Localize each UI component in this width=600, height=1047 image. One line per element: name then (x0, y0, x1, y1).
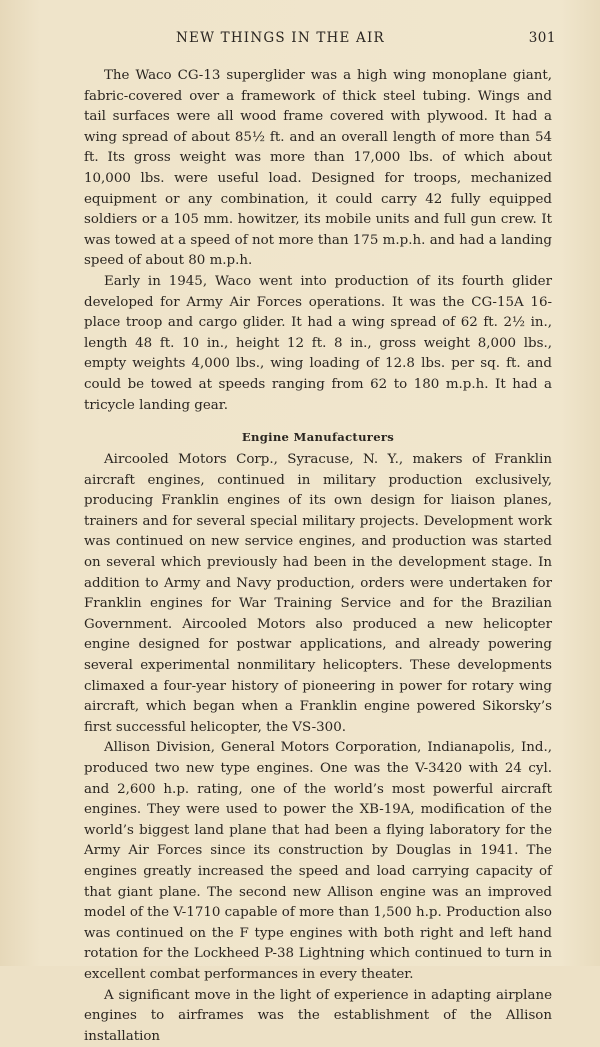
paragraph-waco-cg13: The Waco CG-13 superglider was a high wing monoplane giant, fabric-covered over a framework of thick steel tubing. Wings and tail surfaces were all wood frame covered with plywood. It had a wing spread of about 85½ ft. and an overall length of more than 54 ft. Its gross weight was more than 17,000 lbs. of which about 10,000 lbs. were useful load. Designed for troops, mechanized equipment or any combination, it could carry 42 fully equipped soldiers or a 105 mm. howitzer, its mobile units and full gun crew. It was towed at a speed of not more than 175 m.p.h. and had a landing speed of about 80 m.p.h. (84, 68, 552, 269)
paragraph-waco-cg15a: Early in 1945, Waco went into production of its fourth glider developed for Army Air Forces operations. It was the CG-15A 16-place troop and cargo glider. It had a wing spread of 62 ft. 2½ in., length 48 ft. 10 in., height 12 ft. 8 in., gross weight 8,000 lbs., empty weights 4,000 lbs., wing loading of 12.8 lbs. per sq. ft. and could be towed at speeds ranging from 62 to 180 m.p.h. It had a tricycle landing gear. (84, 273, 552, 413)
page-body (84, 66, 552, 1047)
paragraph-aircooled-motors: Aircooled Motors Corp., Syracuse, N. Y., makers of Franklin aircraft engines, continued in military production exclusively, producing Franklin engines of its own design for liaison planes, trainers and for several special military projects. Development work was continued on new service engines, and production was started on several which previously had been in the development stage. In addition to Army and Navy production, orders were undertaken for Franklin engines for War Training Service and for the Brazilian Government. Aircooled Motors also produced a new helicopter engine designed for postwar applications, and already powering several experimental nonmilitary helicopters. These developments climaxed a four-year history of pioneering in power for rotary wing aircraft, which began when a Franklin engine powered Sikorsky’s first successful helicopter, the VS-300. (84, 452, 552, 735)
page-number: 301 (528, 30, 556, 46)
running-head (84, 30, 556, 52)
paragraph-allison-division: Allison Division, General Motors Corporation, Indianapolis, Ind., produced two new type engines. One was the V-3420 with 24 cyl. and 2,600 h.p. rating, one of the world’s most powerful aircraft engines. They were used to power the XB-19A, modification of the world’s biggest land plane that had been a flying laboratory for the Army Air Forces since its construction by Douglas in 1941. The engines greatly increased the speed and load carrying capacity of that giant plane. The second new Allison engine was an improved model of the V-1710 capable of more than 1,500 h.p. Production also was continued on the F type engines with both right and left hand rotation for the Lockheed P-38 Lightning which continued to turn in excellent combat performances in every theater. (84, 740, 552, 982)
running-title: NEW THINGS IN THE AIR (176, 30, 385, 46)
section-heading: Engine Manufacturers (241, 430, 395, 445)
paragraph-allison-installation: A significant move in the light of experience in adapting airplane engines to airframes was the establishment of the Allison installation (84, 987, 552, 1044)
